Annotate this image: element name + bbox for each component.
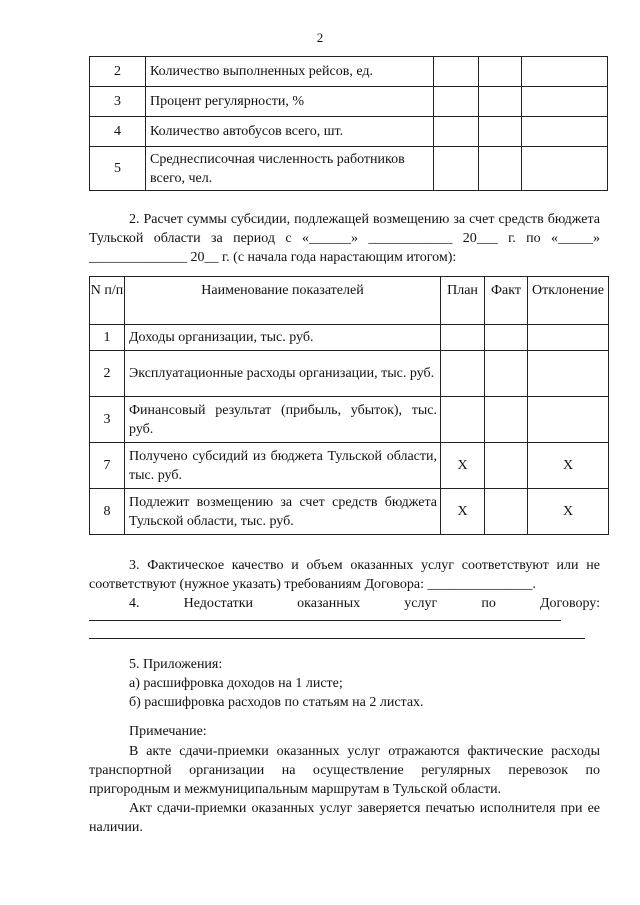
- note-title: Примечание:: [129, 724, 207, 739]
- section-4-word: 4.: [129, 596, 140, 611]
- cell-fact: [485, 489, 528, 535]
- cell-deviation: X: [528, 443, 609, 489]
- note-paragraph-1: В акте сдачи-приемки оказанных услуг отражаются фактические расходы транспортной организации на осуществление регулярных перевозок по пригородным и межмуниципальным маршрутам в Тульской области.: [89, 744, 600, 797]
- table-row: [90, 351, 609, 397]
- row-number: 2: [90, 57, 146, 87]
- cell-empty: [522, 57, 608, 87]
- cell-empty: [434, 117, 479, 147]
- cell-deviation: X: [528, 489, 609, 535]
- cell-plan: X: [441, 489, 485, 535]
- section-4-word: по: [481, 596, 496, 611]
- cell-empty: [479, 147, 522, 191]
- cell-empty: [522, 87, 608, 117]
- row-number: 3: [90, 397, 125, 443]
- row-name: Процент регулярности, %: [146, 87, 434, 117]
- section-3-text: 3. Фактическое качество и объем оказанных услуг соответствуют или не соответствуют (нужное указать) требованиям Договора: _______________.: [89, 558, 600, 592]
- blank-line: [89, 638, 585, 639]
- indicators-table-continued: [89, 56, 608, 191]
- table-row: [90, 147, 608, 191]
- cell-fact: [485, 325, 528, 351]
- cell-plan: [441, 325, 485, 351]
- cell-plan: X: [441, 443, 485, 489]
- header-plan: План: [441, 277, 485, 325]
- section-4-heading: [129, 594, 600, 613]
- cell-plan: [441, 397, 485, 443]
- section-2-text: 2. Расчет суммы субсидии, подлежащей возмещению за счет средств бюджета Тульской области за период с «______» ____________ 20___ г. по «_____» ______________ 20__ г. (с начала года нарастающим итогом):: [89, 212, 600, 265]
- cell-empty: [522, 147, 608, 191]
- table-header-row: [90, 277, 609, 325]
- section-4-word: оказанных: [297, 596, 361, 611]
- note-paragraph-2: Акт сдачи-приемки оказанных услуг заверяется печатью исполнителя при ее наличии.: [89, 801, 600, 835]
- row-name: Подлежит возмещению за счет средств бюджета Тульской области, тыс. руб.: [125, 489, 441, 535]
- cell-deviation: [528, 325, 609, 351]
- header-num: N п/п: [90, 277, 125, 325]
- row-name: Количество выполненных рейсов, ед.: [146, 57, 434, 87]
- section-4-word: Договору:: [540, 596, 600, 611]
- table-row: [90, 87, 608, 117]
- row-name: Получено субсидий из бюджета Тульской области, тыс. руб.: [125, 443, 441, 489]
- page-number: 2: [316, 30, 324, 45]
- section-4-word: Недостатки: [183, 596, 254, 611]
- row-number: 1: [90, 325, 125, 351]
- header-deviation: Отклонение: [528, 277, 609, 325]
- cell-deviation: [528, 397, 609, 443]
- cell-empty: [479, 57, 522, 87]
- table-row: [90, 117, 608, 147]
- row-number: 8: [90, 489, 125, 535]
- row-name: Количество автобусов всего, шт.: [146, 117, 434, 147]
- header-name: Наименование показателей: [125, 277, 441, 325]
- table-row: [90, 57, 608, 87]
- attachment-item: а) расшифровка доходов на 1 листе;: [129, 676, 343, 691]
- row-number: 7: [90, 443, 125, 489]
- table-row: [90, 397, 609, 443]
- cell-fact: [485, 443, 528, 489]
- blank-line: [89, 620, 561, 621]
- table-row: [90, 489, 609, 535]
- row-number: 2: [90, 351, 125, 397]
- cell-empty: [479, 87, 522, 117]
- cell-empty: [434, 147, 479, 191]
- subsidy-calculation-table: [89, 276, 609, 535]
- attachment-item: б) расшифровка расходов по статьям на 2 листах.: [129, 695, 424, 710]
- row-number: 5: [90, 147, 146, 191]
- section-5-title: 5. Приложения:: [129, 657, 223, 672]
- section-4-word: услуг: [404, 596, 438, 611]
- row-number: 4: [90, 117, 146, 147]
- cell-empty: [434, 57, 479, 87]
- row-name: Среднесписочная численность работников всего, чел.: [146, 147, 434, 191]
- row-name: Эксплуатационные расходы организации, тыс. руб.: [125, 351, 441, 397]
- cell-fact: [485, 397, 528, 443]
- table-row: [90, 325, 609, 351]
- cell-empty: [434, 87, 479, 117]
- cell-fact: [485, 351, 528, 397]
- table-row: [90, 443, 609, 489]
- cell-plan: [441, 351, 485, 397]
- row-name: Финансовый результат (прибыль, убыток), тыс. руб.: [125, 397, 441, 443]
- header-fact: Факт: [485, 277, 528, 325]
- row-number: 3: [90, 87, 146, 117]
- cell-empty: [479, 117, 522, 147]
- row-name: Доходы организации, тыс. руб.: [125, 325, 441, 351]
- cell-empty: [522, 117, 608, 147]
- cell-deviation: [528, 351, 609, 397]
